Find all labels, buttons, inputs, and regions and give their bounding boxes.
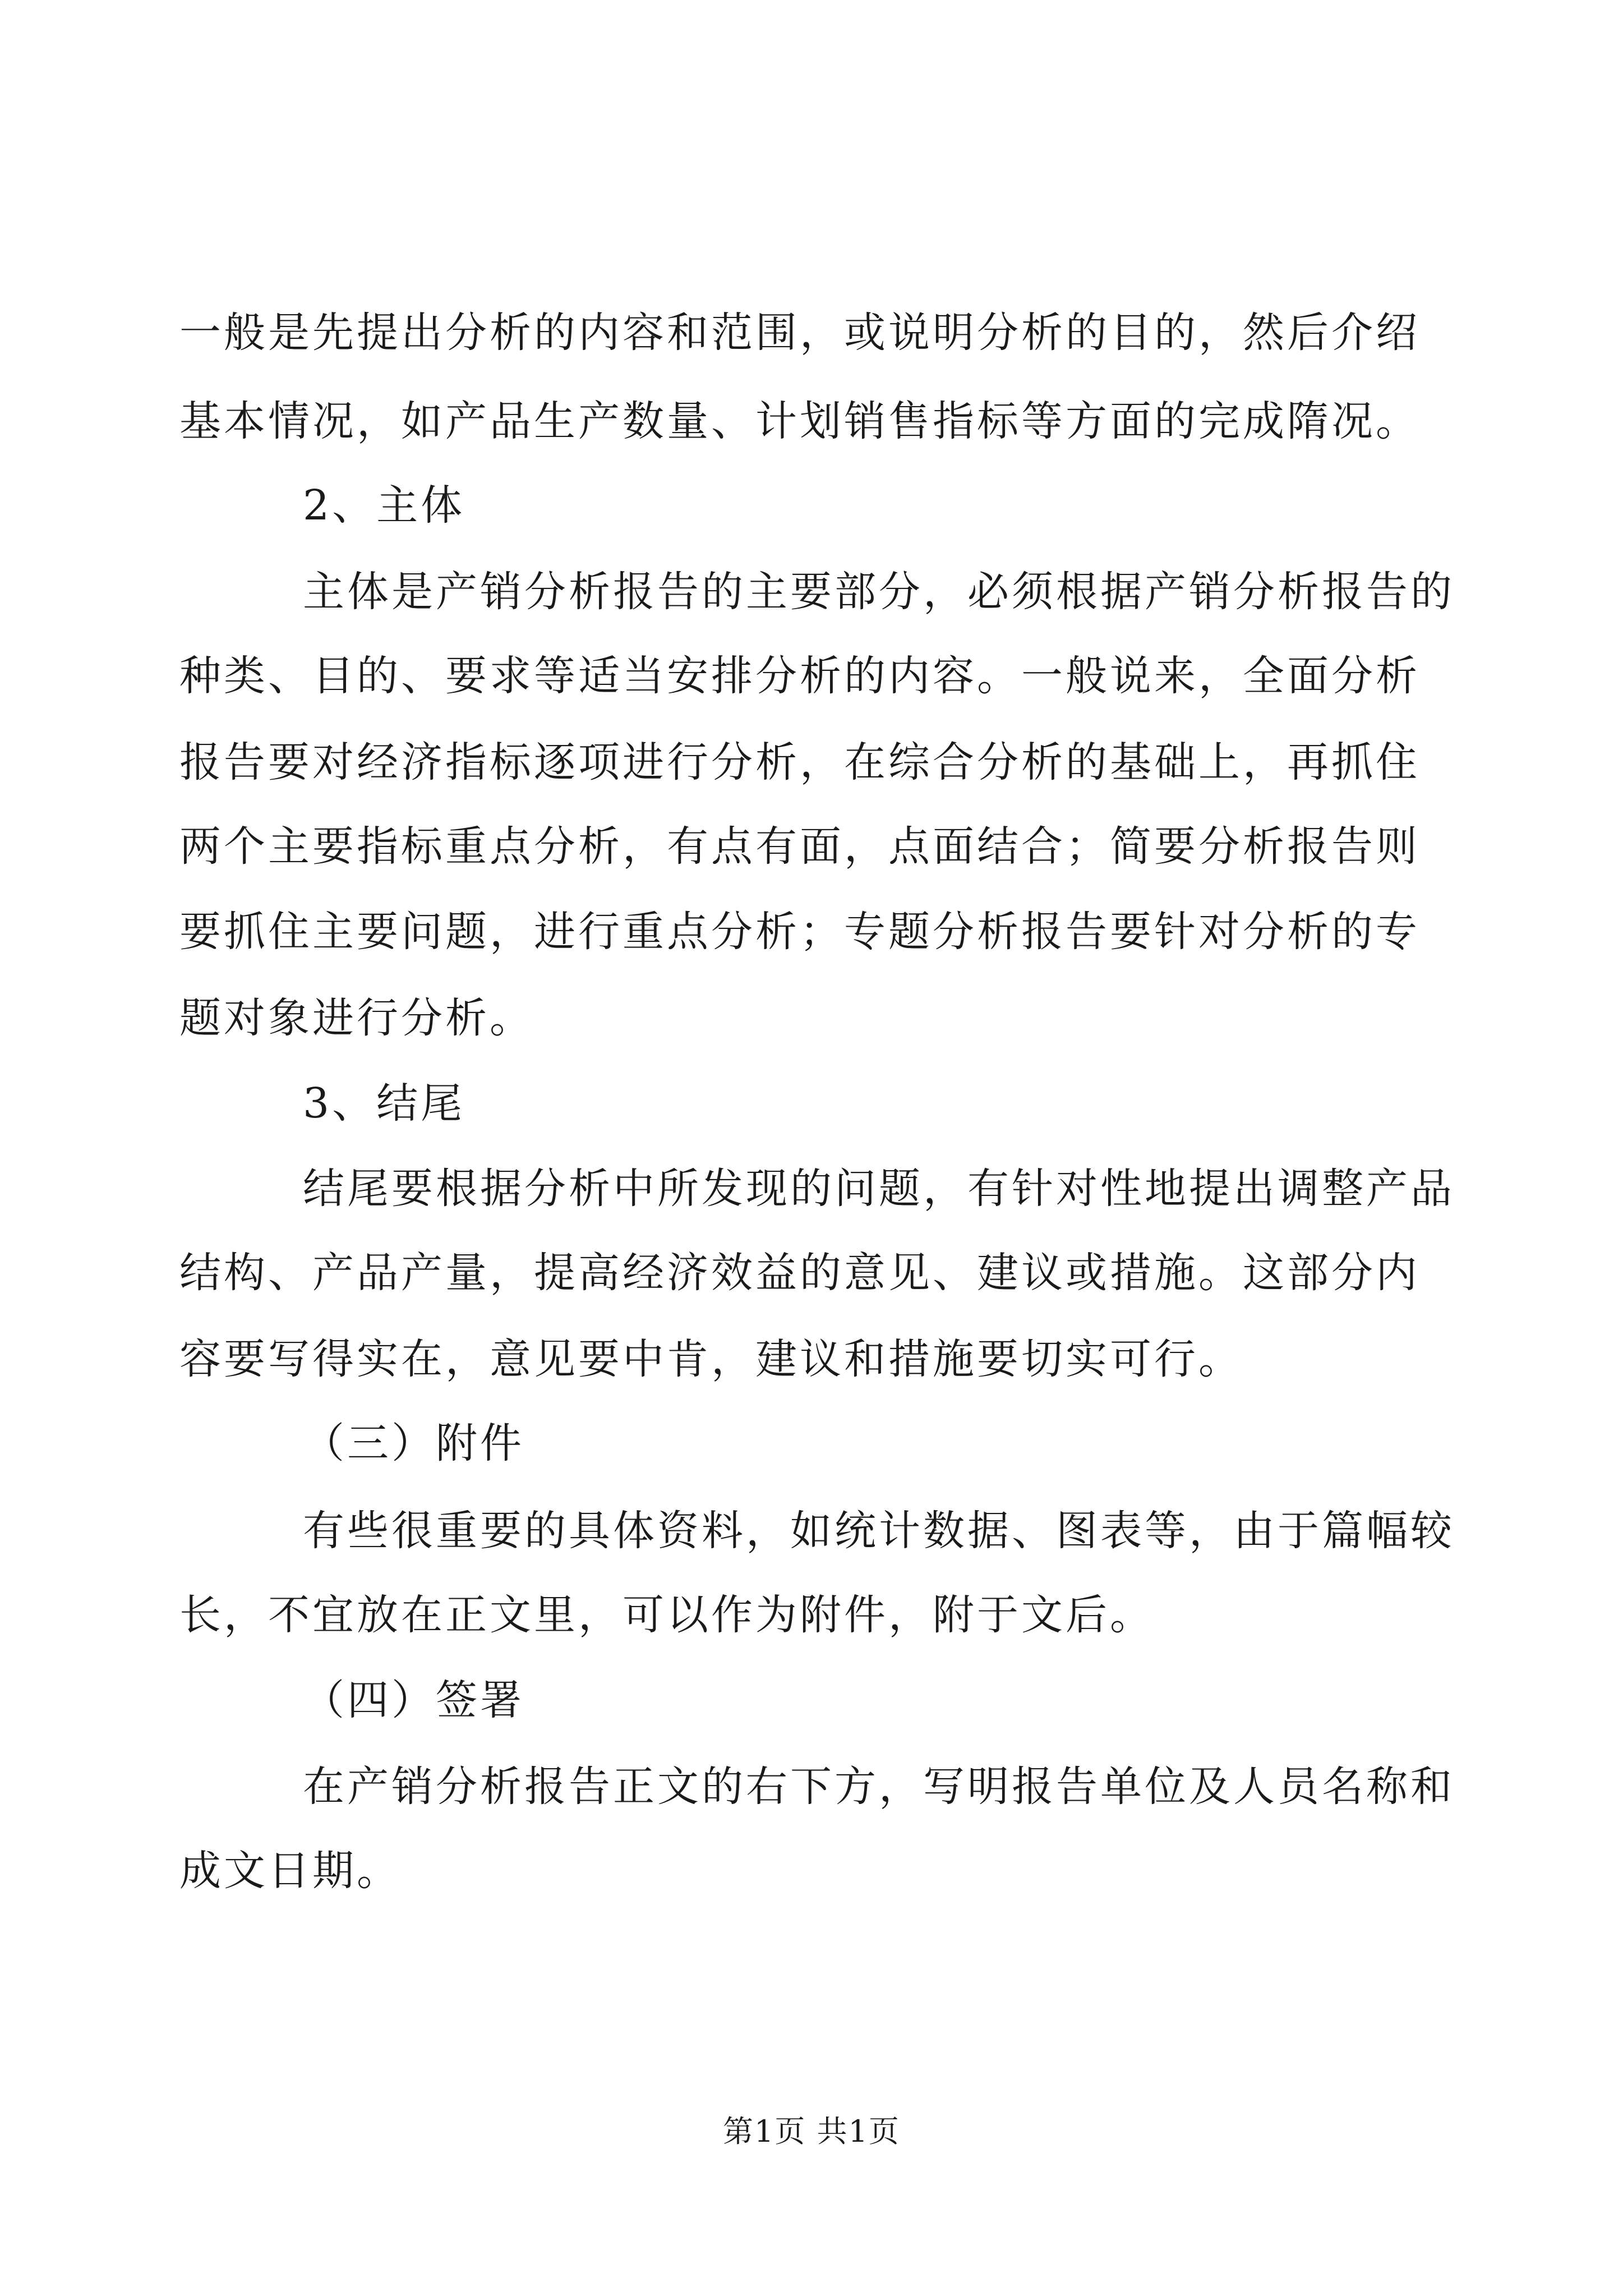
section-heading: （三）附件 <box>303 1419 524 1467</box>
body-text-line: 成文日期。 <box>179 1847 401 1895</box>
body-text-line: 主体是产销分析报告的主要部分，必须根据产销分析报告的 <box>303 568 1455 616</box>
body-text-line: 容要写得实在，意见要中肯，建议和措施要切实可行。 <box>179 1335 1243 1383</box>
body-text-line: 题对象进行分析。 <box>179 994 534 1042</box>
body-text-line: 种类、目的、要求等适当安排分析的内容。一般说来，全面分析 <box>179 652 1420 700</box>
body-text-line: 结构、产品产量，提高经济效益的意见、建议或措施。这部分内 <box>179 1249 1420 1297</box>
body-text-line: 两个主要指标重点分析，有点有面，点面结合；简要分析报告则 <box>179 822 1420 871</box>
body-text-line: 要抓住主要问题，进行重点分析；专题分析报告要针对分析的专 <box>179 908 1420 956</box>
body-text-line: 报告要对经济指标逐项进行分析，在综合分析的基础上，再抓住 <box>179 738 1420 786</box>
section-heading: 2、主体 <box>303 481 465 530</box>
section-heading: 3、结尾 <box>303 1079 465 1128</box>
body-text-line: 长，不宜放在正文里，可以作为附件，附于文后。 <box>179 1591 1154 1639</box>
body-text-line: 结尾要根据分析中所发现的问题，有针对性地提出调整产品 <box>303 1165 1455 1213</box>
body-text-line: 有些很重要的具体资料，如统计数据、图表等，由于篇幅较 <box>303 1507 1455 1555</box>
body-text-line: 一般是先提出分析的内容和范围，或说明分析的目的，然后介绍 <box>179 309 1420 357</box>
section-heading: （四）签署 <box>303 1676 524 1724</box>
body-text-line: 在产销分析报告正文的右下方，写明报告单位及人员名称和 <box>303 1763 1455 1811</box>
body-text-line: 基本情况，如产品生产数量、计划销售指标等方面的完成隋况。 <box>179 397 1420 445</box>
page-footer: 第1页 共1页 <box>723 2114 900 2149</box>
